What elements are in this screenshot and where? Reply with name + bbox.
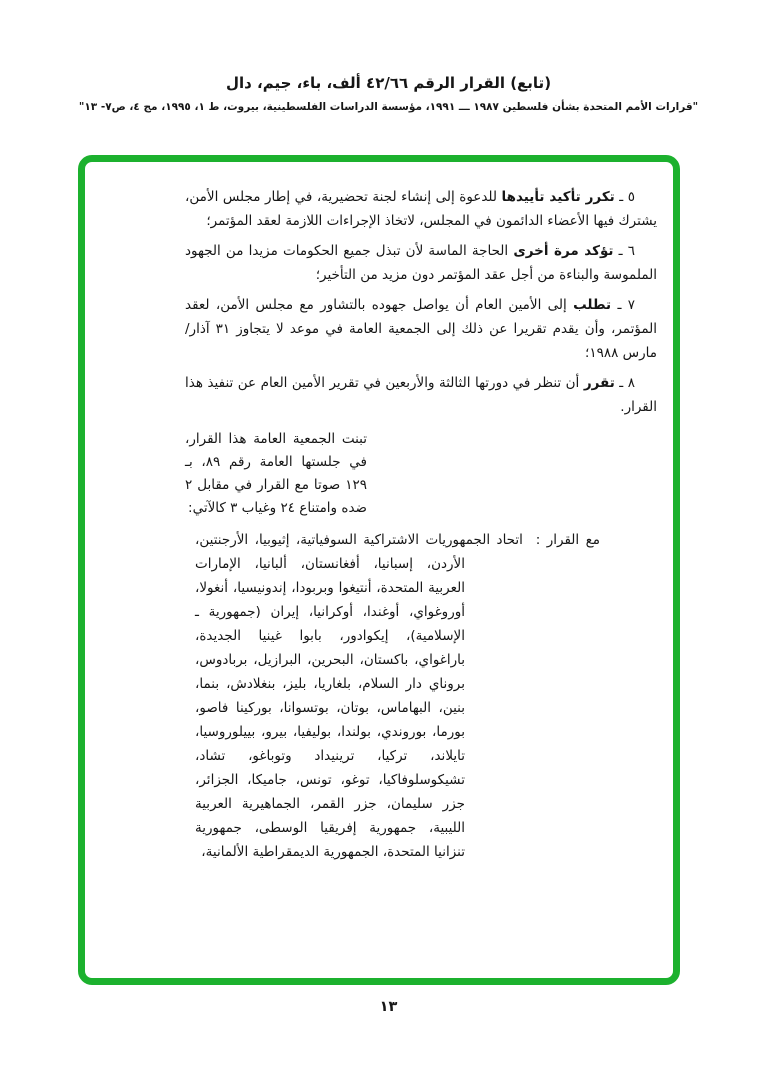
paragraph-lead: تقرر xyxy=(583,375,615,391)
paragraph-text: للدعوة إلى إنشاء لجنة تحضيرية، في إطار مجلس الأمن، يشترك فيها الأعضاء الدائمون في المجلس، لاتخاذ الإجراءات اللازمة لعقد المؤتمر؛ xyxy=(185,189,657,229)
adoption-note: تبنت الجمعية العامة هذا القرار، في جلستها العامة رقم ٨٩، بـ ١٢٩ صوتا مع القرار في مقابل ٢ ضده وامتناع ٢٤ وغياب ٣ كالآتي: xyxy=(185,431,367,516)
paragraph-number: ٥ ـ xyxy=(614,189,635,205)
paragraph-text: إلى الأمين العام أن يواصل جهوده بالتشاور مع مجلس الأمن، لعقد المؤتمر، وأن يقدم تقريرا عن ذلك إلى الجمعية العامة في موعد لا يتجاوز ٣١ آذار/مارس ١٩٨٨؛ xyxy=(185,297,658,361)
resolution-paragraph-7 xyxy=(185,293,657,365)
vote-with-block xyxy=(195,528,600,864)
page-header xyxy=(0,74,777,113)
resolution-paragraph-6 xyxy=(185,239,657,287)
paragraph-lead: تؤكد مرة أخرى xyxy=(513,243,614,259)
paragraph-lead: تطلب xyxy=(573,297,612,313)
resolution-body xyxy=(85,162,673,864)
paragraph-number: ٨ ـ xyxy=(614,375,635,391)
paragraph-number: ٧ ـ xyxy=(611,297,635,313)
resolution-frame xyxy=(78,155,680,985)
vote-with-countries: اتحاد الجمهوريات الاشتراكية السوفياتية، إثيوبيا، الأرجنتين، الأردن، إسبانيا، أفغانستان، ألبانيا، الإمارات العربية المتحدة، أنتيغوا وبربودا، إندونيسيا، أنغولا، أوروغواي، أوغندا، أوكرانيا، إيران (جمهورية ـ الإسلامية)، إيكوادور، بابوا غينيا الجديدة، باراغواي، باكستان، البحرين، البرازيل، بربادوس، بروناي دار السلام، بلغاريا، بليز، بنغلادش، بنما، بنين، البهاماس، بوتان، بوتسوانا، بوركينا فاصو، بورما، بوروندي، بولندا، بوليفيا، بيرو، بييلوروسيا، تايلاند، تركيا، ترينيداد وتوباغو، تشاد، تشيكوسلوفاكيا، توغو، تونس، جاميكا، الجزائر، جزر سليمان، جزر القمر، الجماهيرية العربية الليبية، جمهورية إفريقيا الوسطى، جمهورية تنزانيا المتحدة، الجمهورية الديمقراطية الألمانية، xyxy=(195,532,523,860)
resolution-paragraph-5 xyxy=(185,185,657,233)
resolution-title: (تابع) القرار الرقم ٤٢/٦٦ ألف، باء، جيم، دال xyxy=(225,74,552,92)
page-number: ١٣ xyxy=(379,999,398,1015)
resolution-paragraph-8 xyxy=(185,371,657,419)
citation-line: "قرارات الأمم المتحدة بشأن فلسطين ١٩٨٧ ـــ ١٩٩١، مؤسسة الدراسات الفلسطينية، بيروت، ط ١، ١٩٩٥، مج ٤، ص٧- ١٣" xyxy=(78,101,699,113)
paragraph-text: الحاجة الماسة لأن تبذل جميع الحكومات مزيدا من الجهود الملموسة والبناءة من أجل عقد المؤتمر دون مزيد من التأخير؛ xyxy=(185,243,657,283)
paragraph-lead: تكرر تأكيد تأييدها xyxy=(501,189,615,205)
paragraph-number: ٦ ـ xyxy=(613,243,636,259)
vote-with-label: مع القرار : xyxy=(522,532,601,548)
paragraph-text: أن تنظر في دورتها الثالثة والأربعين في تقرير الأمين العام عن تنفيذ هذا القرار. xyxy=(185,375,657,415)
